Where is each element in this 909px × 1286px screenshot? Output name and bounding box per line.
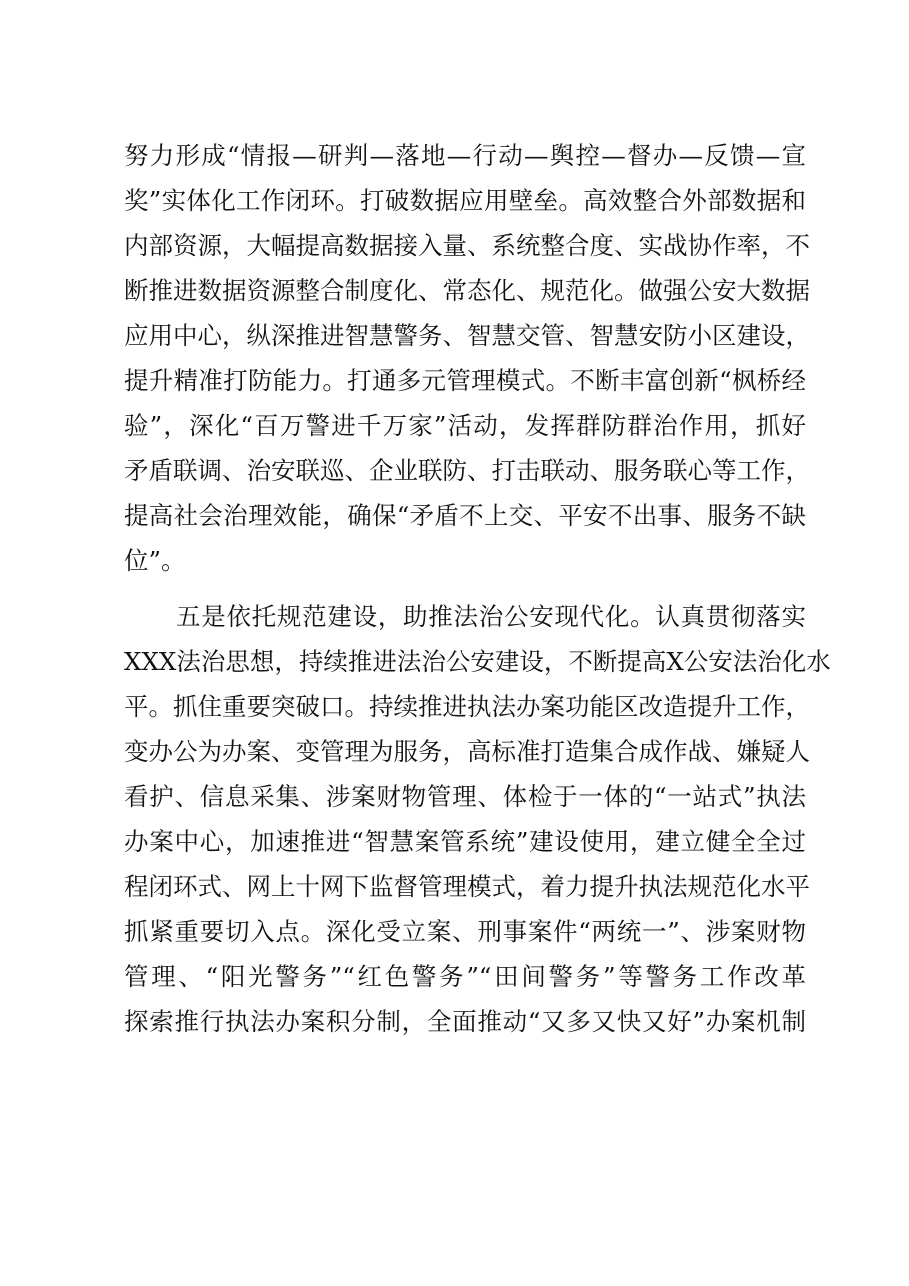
text-line: 提升精准打防能力。打通多元管理模式。不断丰富创新“枫桥经 — [124, 366, 806, 395]
paragraph-1 — [124, 133, 810, 583]
text-line: 抓紧重要切入点。深化受立案、刑事案件“两统一”、涉案财物 — [124, 917, 806, 946]
paragraph-2 — [124, 594, 831, 1044]
text-line: 奖”实体化工作闭环。打破数据应用壁垒。高效整合外部数据和 — [124, 186, 806, 215]
text-line: 位”。 — [124, 546, 186, 575]
text-line: 验”，深化“百万警进千万家”活动，发挥群防群治作用，抓好 — [124, 411, 806, 440]
text-line: 内部资源，大幅提高数据接入量、系统整合度、实战协作率，不 — [124, 231, 810, 260]
text-line: 断推进数据资源整合制度化、常态化、规范化。做强公安大数据 — [124, 276, 810, 305]
document-body — [124, 133, 831, 1044]
text-line: 看护、信息采集、涉案财物管理、体检于一体的“一站式”执法 — [124, 782, 806, 811]
text-line: XXX法治思想，持续推进法治公安建设，不断提高X公安法治化水 — [124, 647, 831, 676]
text-line: 探索推行执法办案积分制，全面推动“又多又快又好”办案机制 — [124, 1007, 806, 1036]
text-line: 管理、“阳光警务”“红色警务”“田间警务”等警务工作改革 — [124, 962, 806, 991]
text-line: 提高社会治理效能，确保“矛盾不上交、平安不出事、服务不缺 — [124, 501, 806, 530]
text-line: 五是依托规范建设，助推法治公安现代化。认真贯彻落实 — [176, 602, 806, 631]
text-line: 应用中心，纵深推进智慧警务、智慧交管、智慧安防小区建设， — [124, 321, 810, 350]
text-line: 努力形成“情报—研判—落地—行动—舆控—督办—反馈—宣 — [124, 141, 806, 170]
text-line: 平。抓住重要突破口。持续推进执法办案功能区改造提升工作， — [124, 692, 810, 721]
paragraph-gap — [124, 583, 806, 594]
text-line: 办案中心，加速推进“智慧案管系统”建设使用，建立健全全过 — [124, 827, 806, 856]
text-line: 程闭环式、网上十网下监督管理模式，着力提升执法规范化水平 — [124, 872, 810, 901]
text-line: 矛盾联调、治安联巡、企业联防、打击联动、服务联心等工作， — [124, 456, 810, 485]
text-line: 变办公为办案、变管理为服务，高标准打造集合成作战、嫌疑人 — [124, 737, 810, 766]
